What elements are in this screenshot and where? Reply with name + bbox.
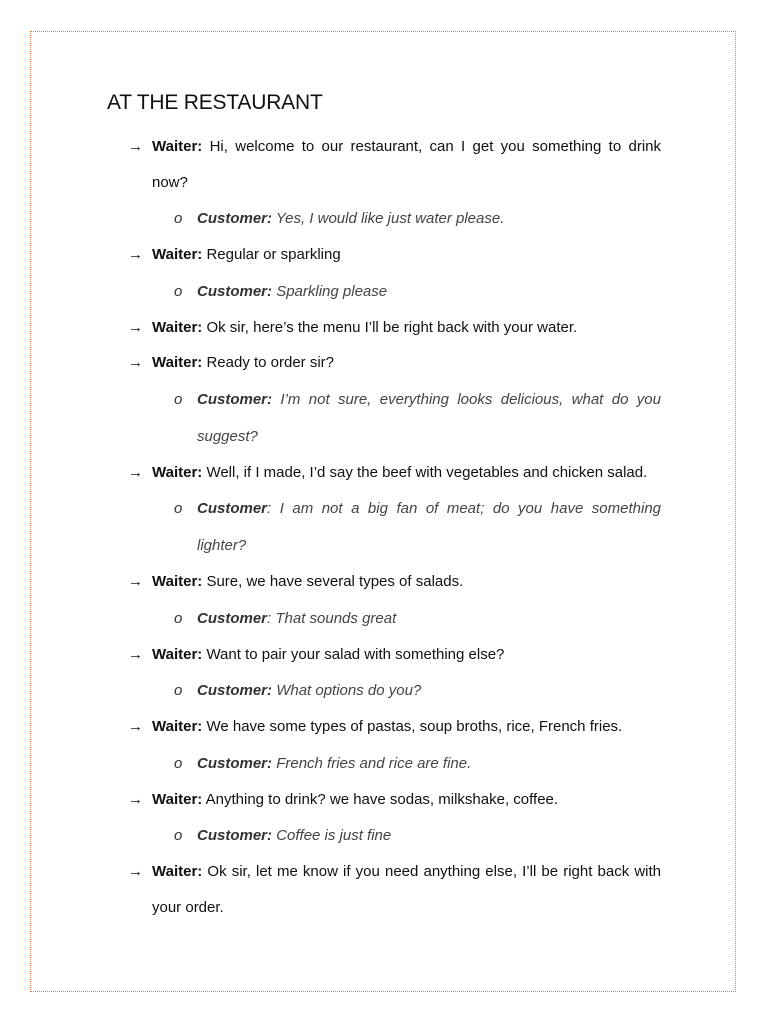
line-text: Well, if I made, I’d say the beef with vegetables and chicken salad. [206,463,648,481]
arrow-bullet-icon: → [128,138,143,155]
speaker-label: Customer: [197,754,273,772]
line-text: I’m not sure, everything looks delicious, what do you suggest? [197,390,661,445]
speaker-label: Customer: [197,390,273,408]
waiter-line [126,237,661,273]
customer-line [126,672,661,709]
circle-bullet-icon: o [174,210,183,227]
speaker-label: Waiter: [152,138,203,155]
speaker-label: Waiter: [152,863,203,880]
line-text: : I am not a big fan of meat; do you have something lighter? [197,500,661,554]
dialogue-list [126,129,661,925]
waiter-line [126,782,661,818]
speaker-label: Waiter: [152,354,203,371]
customer-line [126,817,661,854]
speaker-label: Customer: [197,827,273,844]
customer-line [126,745,661,782]
waiter-line [126,564,661,600]
line-text: Want to pair your salad with something else? [206,645,505,663]
speaker-label: Customer: [197,282,273,300]
speaker-label: Customer [197,609,268,627]
arrow-bullet-icon: → [128,246,143,263]
speaker-label: Waiter: [152,790,203,808]
line-text: Regular or sparkling [206,246,341,263]
arrow-bullet-icon: → [128,354,143,371]
arrow-bullet-icon: → [128,645,143,663]
speaker-label: Waiter: [152,246,203,263]
circle-bullet-icon: o [174,282,183,300]
speaker-label: Customer [197,500,268,517]
circle-bullet-icon: o [174,500,183,517]
arrow-bullet-icon: → [128,318,143,336]
arrow-bullet-icon: → [128,718,143,735]
speaker-label: Customer: [197,682,273,699]
circle-bullet-icon: o [174,682,183,699]
line-text: Ok sir, here’s the menu I’ll be right back with your water. [206,318,578,336]
line-text: Coffee is just fine [276,827,392,844]
circle-bullet-icon: o [174,827,183,844]
customer-line [126,600,661,637]
waiter-line [126,709,661,745]
line-text: What options do you? [276,682,422,699]
arrow-bullet-icon: → [128,863,143,880]
speaker-label: Waiter: [152,463,203,481]
customer-line [126,273,661,310]
line-text: We have some types of pastas, soup broths, rice, French fries. [206,718,623,735]
line-text: Anything to drink? we have sodas, milkshake, coffee. [205,790,559,808]
customer-line [126,490,661,564]
line-text: Sure, we have several types of salads. [206,573,464,590]
waiter-line [126,345,661,381]
line-text: French fries and rice are fine. [276,754,472,772]
waiter-line [126,854,661,925]
line-text: Ready to order sir? [206,354,335,371]
circle-bullet-icon: o [174,609,183,627]
waiter-line [126,637,661,673]
customer-line [126,200,661,237]
line-text: Sparkling please [276,282,388,300]
speaker-label: Waiter: [152,318,203,336]
page-title: AT THE RESTAURANT [107,91,323,114]
customer-line [126,381,661,455]
arrow-bullet-icon: → [128,790,143,808]
speaker-label: Customer: [197,210,273,227]
speaker-label: Waiter: [152,573,203,590]
line-text: Yes, I would like just water please. [275,210,505,227]
line-text: Ok sir, let me know if you need anything else, I’ll be right back with your order. [152,863,661,916]
speaker-label: Waiter: [152,718,203,735]
line-text: Hi, welcome to our restaurant, can I get you something to drink now? [152,138,661,191]
waiter-line [126,455,661,491]
waiter-line [126,129,661,200]
arrow-bullet-icon: → [128,573,143,590]
circle-bullet-icon: o [174,754,183,772]
arrow-bullet-icon: → [128,463,143,481]
speaker-label: Waiter: [152,645,203,663]
circle-bullet-icon: o [174,390,183,408]
waiter-line [126,310,661,346]
line-text: : That sounds great [267,609,397,627]
